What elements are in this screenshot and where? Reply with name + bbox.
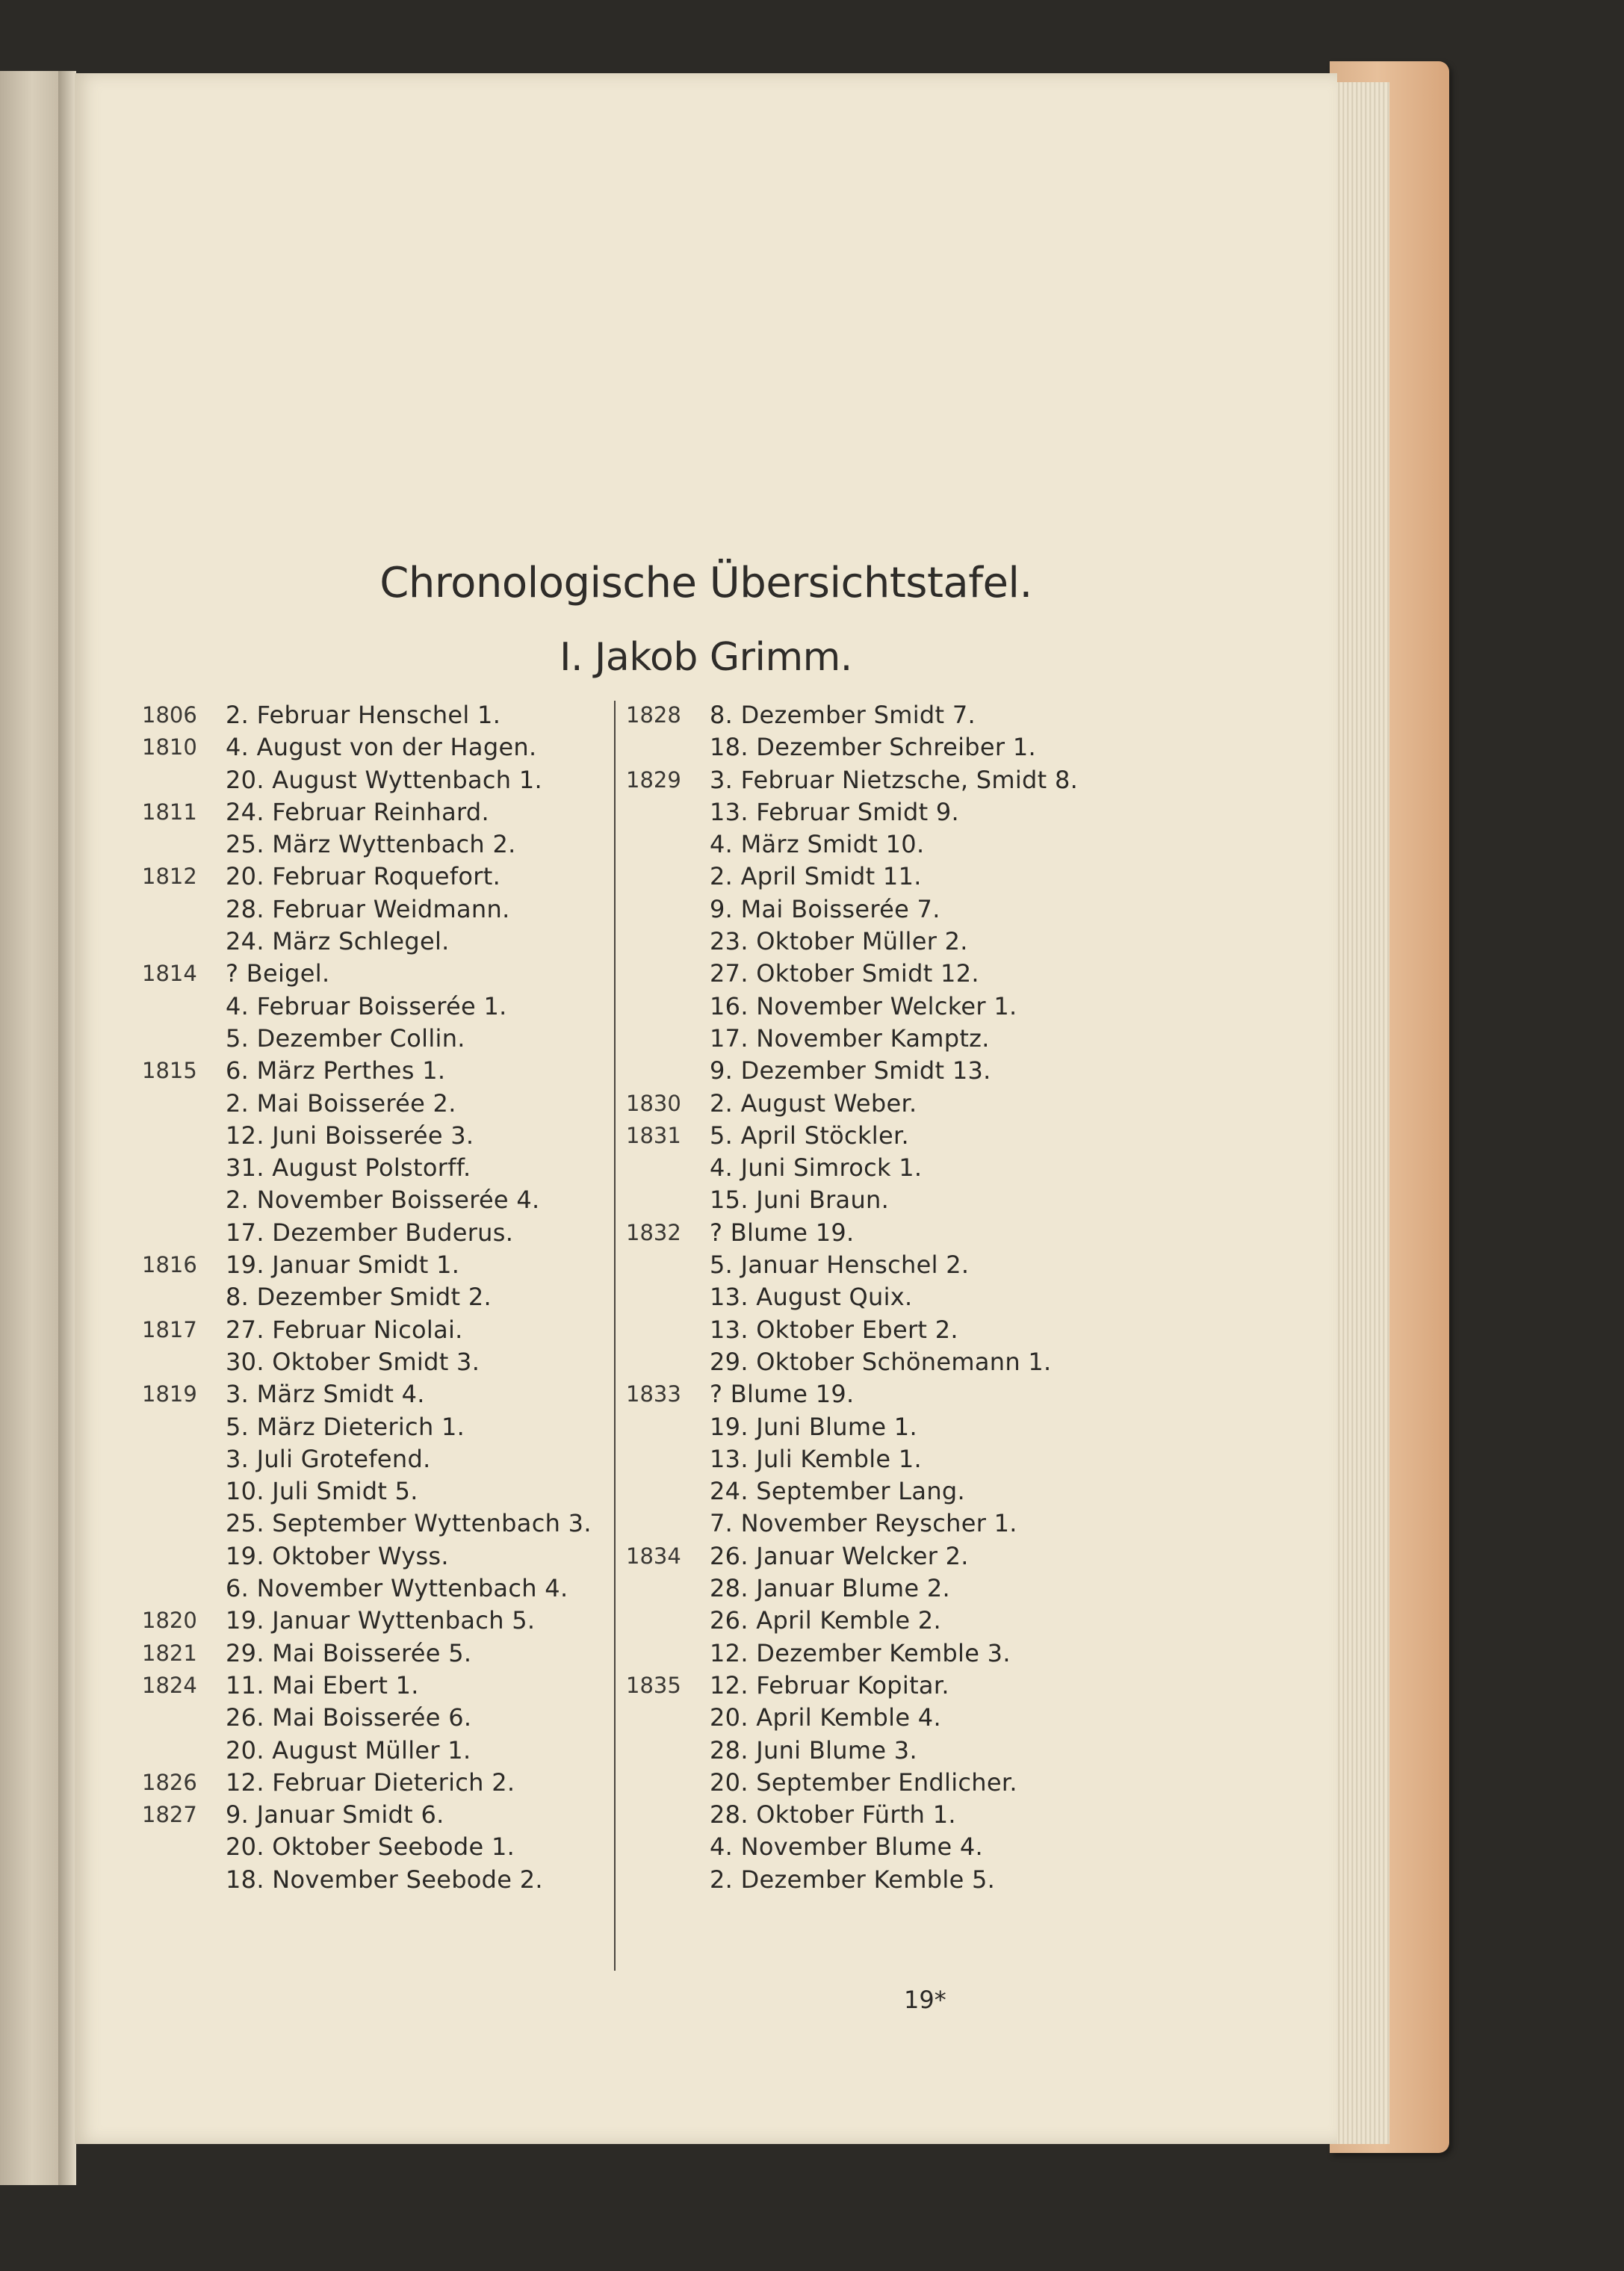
letter-entry: 30. Oktober Smidt 3. [226,1347,480,1376]
chronology-row [142,958,680,990]
letter-entry: 24. März Schlegel. [226,927,450,956]
letter-entry: 2. Mai Boisserée 2. [226,1088,456,1118]
book-gutter [58,71,76,2185]
year-label: 1828 [626,702,681,728]
letter-entry: 13. Juli Kemble 1. [710,1444,922,1473]
book-page [75,73,1337,2144]
chronology-row [142,1023,680,1055]
chronology-row [626,1735,1209,1767]
letter-entry: 24. Februar Reinhard. [226,797,490,826]
letter-entry: 16. November Welcker 1. [710,991,1017,1020]
year-label: 1833 [626,1381,681,1407]
chronology-row [142,1443,680,1475]
chronology-row [142,893,680,926]
year-label: 1811 [142,799,197,825]
chronology-row [626,991,1209,1023]
letter-entry: 26. April Kemble 2. [710,1606,941,1635]
chronology-row [142,1217,680,1249]
year-label: 1810 [142,734,197,760]
letter-entry: 7. November Reyscher 1. [710,1509,1017,1538]
letter-entry: 3. Juli Grotefend. [226,1444,431,1473]
letter-entry: 20. August Müller 1. [226,1735,471,1765]
letter-entry: 27. Februar Nicolai. [226,1315,463,1344]
letter-entry: 28. Oktober Fürth 1. [710,1800,956,1829]
letter-entry: 12. Februar Dieterich 2. [226,1767,515,1797]
letter-entry: 10. Juli Smidt 5. [226,1477,418,1506]
chronology-row [626,1088,1209,1120]
chronology-row [142,828,680,861]
chronology-row [142,1864,680,1896]
letter-entry: 29. Oktober Schönemann 1. [710,1347,1052,1376]
chronology-row [626,1540,1209,1573]
chronology-row [142,1249,680,1281]
year-label: 1816 [142,1252,197,1278]
letter-entry: 9. Januar Smidt 6. [226,1800,444,1829]
year-label: 1819 [142,1381,197,1407]
letter-entry: 19. Januar Wyttenbach 5. [226,1606,536,1635]
chronology-row [626,861,1209,893]
letter-entry: 17. November Kamptz. [710,1023,990,1053]
chronology-row [626,1702,1209,1734]
letter-entry: 25. September Wyttenbach 3. [226,1509,592,1538]
chronology-row [626,926,1209,958]
letter-entry: 20. August Wyttenbach 1. [226,765,542,794]
letter-entry: 13. August Quix. [710,1283,913,1312]
left-page-edge [0,71,61,2185]
letter-entry: 15. Juni Braun. [710,1186,890,1215]
chronology-row [142,1702,680,1734]
letter-entry: 20. Oktober Seebode 1. [226,1832,515,1862]
chronology-row [626,958,1209,990]
letter-entry: ? Blume 19. [710,1380,855,1409]
chronology-row [142,1605,680,1637]
year-label: 1827 [142,1802,197,1828]
chronology-row [626,1864,1209,1896]
chronology-row [142,926,680,958]
chronology-row [142,1411,680,1443]
chronology-row [142,1831,680,1863]
chronology-row [142,1281,680,1313]
chronology-row [142,1088,680,1120]
chronology-row [626,1443,1209,1475]
chronology-row [142,1508,680,1540]
chronology-row [142,1378,680,1410]
letter-entry: 18. November Seebode 2. [226,1865,543,1894]
year-label: 1821 [142,1640,197,1666]
letter-entry: 19. Juni Blume 1. [710,1412,917,1441]
chronology-row [142,1540,680,1573]
year-label: 1835 [626,1672,681,1698]
chronology-row [626,1281,1209,1313]
chronology-row [142,861,680,893]
letter-entry: 4. Februar Boisserée 1. [226,991,507,1020]
chronology-row [626,1217,1209,1249]
chronology-row [626,1799,1209,1831]
letter-entry: 18. Dezember Schreiber 1. [710,733,1036,762]
letter-entry: 26. Januar Welcker 2. [710,1541,969,1570]
letter-entry: 2. November Boisserée 4. [226,1186,540,1215]
letter-entry: 11. Mai Ebert 1. [226,1670,419,1700]
year-label: 1832 [626,1219,681,1245]
letter-entry: 4. August von der Hagen. [226,733,537,762]
chronology-row [626,1475,1209,1508]
letter-entry: ? Beigel. [226,959,330,988]
letter-entry: 20. September Endlicher. [710,1767,1017,1797]
chronology-row [626,1508,1209,1540]
chronology-row [626,1023,1209,1055]
chronology-row [142,1152,680,1184]
chronology-row [142,1573,680,1605]
chronology-row [626,893,1209,926]
letter-entry: 28. Februar Weidmann. [226,894,510,923]
letter-entry: 27. Oktober Smidt 12. [710,959,979,988]
letter-entry: 12. Februar Kopitar. [710,1670,949,1700]
letter-entry: 5. April Stöckler. [710,1121,909,1150]
chronology-row [142,1799,680,1831]
right-chronology-column [626,699,1209,1896]
chronology-row [142,1735,680,1767]
year-label: 1824 [142,1672,197,1698]
chronology-row [626,1670,1209,1702]
year-label: 1826 [142,1769,197,1795]
letter-entry: 2. April Smidt 11. [710,862,922,891]
chronology-row [142,796,680,828]
chronology-row [142,1670,680,1702]
year-label: 1820 [142,1608,197,1634]
year-label: 1812 [142,864,197,890]
chronology-row [626,796,1209,828]
page-title: Chronologische Übersichtstafel. [379,559,1032,607]
chronology-row [626,1573,1209,1605]
chronology-row [142,731,680,763]
letter-entry: 3. März Smidt 4. [226,1380,425,1409]
letter-entry: 9. Mai Boisserée 7. [710,894,940,923]
letter-entry: 24. September Lang. [710,1477,966,1506]
year-label: 1814 [142,961,197,987]
section-subtitle: I. Jakob Grimm. [560,635,852,680]
letter-entry: 2. August Weber. [710,1088,917,1118]
chronology-row [626,1638,1209,1670]
letter-entry: 5. Dezember Collin. [226,1023,465,1053]
year-label: 1831 [626,1122,681,1148]
chronology-row [142,1346,680,1378]
chronology-row [626,1055,1209,1087]
chronology-row [142,1184,680,1216]
year-label: 1817 [142,1316,197,1342]
chronology-row [626,1249,1209,1281]
left-chronology-column [142,699,680,1896]
chronology-row [142,1475,680,1508]
letter-entry: 19. Januar Smidt 1. [226,1251,460,1280]
page-number: 19* [904,1986,946,2014]
chronology-row [626,1378,1209,1410]
chronology-row [626,1346,1209,1378]
letter-entry: 23. Oktober Müller 2. [710,927,968,956]
chronology-row [142,1767,680,1799]
letter-entry: 28. Januar Blume 2. [710,1574,950,1603]
year-label: 1834 [626,1543,681,1569]
chronology-row [626,699,1209,731]
chronology-row [142,991,680,1023]
letter-entry: 28. Juni Blume 3. [710,1735,917,1765]
chronology-row [142,1055,680,1087]
chronology-row [626,1411,1209,1443]
letter-entry: 4. November Blume 4. [710,1832,984,1862]
letter-entry: 12. Juni Boisserée 3. [226,1121,474,1150]
chronology-row [626,1314,1209,1346]
letter-entry: 8. Dezember Smidt 7. [710,701,976,729]
letter-entry: 17. Dezember Buderus. [226,1218,514,1247]
letter-entry: 29. Mai Boisserée 5. [226,1638,472,1667]
letter-entry: 12. Dezember Kemble 3. [710,1638,1011,1667]
chronology-row [142,1638,680,1670]
letter-entry: 2. Dezember Kemble 5. [710,1865,996,1894]
letter-entry: 9. Dezember Smidt 13. [710,1056,991,1085]
letter-entry: 4. März Smidt 10. [710,830,925,859]
chronology-row [626,1605,1209,1637]
letter-entry: 5. Januar Henschel 2. [710,1251,970,1280]
chronology-row [142,1120,680,1152]
letter-entry: 5. März Dieterich 1. [226,1412,465,1441]
letter-entry: 25. März Wyttenbach 2. [226,830,516,859]
chronology-row [626,1120,1209,1152]
letter-entry: 19. Oktober Wyss. [226,1541,449,1570]
chronology-row [626,828,1209,861]
letter-entry: 3. Februar Nietzsche, Smidt 8. [710,765,1079,794]
chronology-row [626,1184,1209,1216]
year-label: 1829 [626,766,681,793]
letter-entry: 6. November Wyttenbach 4. [226,1574,568,1603]
year-label: 1806 [142,702,197,728]
column-divider [614,701,616,1971]
chronology-row [626,1152,1209,1184]
letter-entry: 26. Mai Boisserée 6. [226,1703,472,1732]
letter-entry: 6. März Perthes 1. [226,1056,446,1085]
year-label: 1815 [142,1058,197,1084]
chronology-row [626,731,1209,763]
chronology-row [142,1314,680,1346]
chronology-row [626,1831,1209,1863]
letter-entry: ? Blume 19. [710,1218,855,1247]
letter-entry: 2. Februar Henschel 1. [226,701,501,729]
letter-entry: 13. Oktober Ebert 2. [710,1315,958,1344]
letter-entry: 4. Juni Simrock 1. [710,1153,923,1183]
letter-entry: 31. August Polstorff. [226,1153,471,1183]
letter-entry: 8. Dezember Smidt 2. [226,1283,492,1312]
letter-entry: 20. April Kemble 4. [710,1703,941,1732]
year-label: 1830 [626,1090,681,1116]
chronology-row [626,764,1209,796]
letter-entry: 20. Februar Roquefort. [226,862,501,891]
letter-entry: 13. Februar Smidt 9. [710,797,960,826]
chronology-row [142,699,680,731]
chronology-row [626,1767,1209,1799]
chronology-row [142,764,680,796]
